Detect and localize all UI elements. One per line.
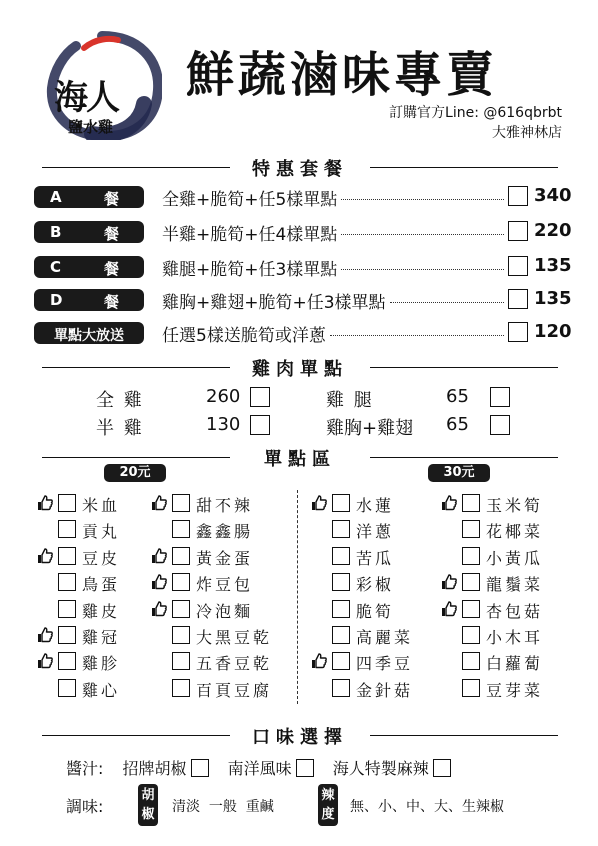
set-checkbox[interactable] xyxy=(508,289,528,309)
set-price: 340 xyxy=(534,185,572,206)
item-name: 苦瓜 xyxy=(356,548,395,568)
thumbs-up-icon xyxy=(440,494,458,512)
set-meal: 餐 xyxy=(104,293,120,311)
menu-item xyxy=(150,598,290,620)
set-checkbox[interactable] xyxy=(508,322,528,342)
item-checkbox[interactable] xyxy=(332,520,350,538)
set-checkbox[interactable] xyxy=(508,256,528,276)
item-checkbox[interactable] xyxy=(332,679,350,697)
meat-checkbox[interactable] xyxy=(250,387,270,407)
item-name: 雞心 xyxy=(82,680,121,700)
set-desc: 任選5樣送脆筍或洋蔥 xyxy=(162,326,326,346)
item-name: 杏包菇 xyxy=(486,601,544,621)
set-price: 220 xyxy=(534,220,572,241)
set-badge xyxy=(34,256,144,278)
menu-item xyxy=(150,492,290,514)
menu-item xyxy=(440,650,580,672)
item-checkbox[interactable] xyxy=(172,652,190,670)
item-checkbox[interactable] xyxy=(58,547,76,565)
page-title: 鮮蔬滷味專賣 xyxy=(186,47,499,103)
meat-price: 130 xyxy=(206,414,241,435)
set-row xyxy=(34,254,574,280)
order-line-id: 訂購官方Line: @616qbrbt xyxy=(389,105,562,121)
item-name: 雞胗 xyxy=(82,654,121,674)
set-row xyxy=(34,287,574,313)
set-desc: 半雞+脆筍+任4樣單點 xyxy=(162,225,338,245)
menu-item xyxy=(150,650,290,672)
item-checkbox[interactable] xyxy=(172,626,190,644)
item-checkbox[interactable] xyxy=(462,679,480,697)
item-checkbox[interactable] xyxy=(462,573,480,591)
menu-item xyxy=(440,598,580,620)
set-badge xyxy=(34,322,144,344)
set-desc: 雞胸+雞翅+脆筍+任3樣單點 xyxy=(162,293,386,313)
sauce-option-pepper: 招牌胡椒 xyxy=(122,759,187,778)
thumbs-up-icon xyxy=(310,494,328,512)
set-meal: 餐 xyxy=(104,260,120,278)
menu-item xyxy=(310,571,450,593)
thumbs-up-icon xyxy=(440,600,458,618)
set-key: A xyxy=(50,188,62,206)
menu-item xyxy=(310,598,450,620)
set-meal: 餐 xyxy=(104,225,120,243)
item-checkbox[interactable] xyxy=(332,494,350,512)
menu-item xyxy=(150,571,290,593)
thumbs-up-icon xyxy=(310,652,328,670)
item-checkbox[interactable] xyxy=(462,520,480,538)
item-checkbox[interactable] xyxy=(462,626,480,644)
item-name: 豆芽菜 xyxy=(486,680,544,700)
menu-item xyxy=(150,545,290,567)
set-price: 135 xyxy=(534,255,572,276)
leader-dots xyxy=(341,234,504,235)
sauce-row xyxy=(66,756,451,779)
item-name: 雞皮 xyxy=(82,601,121,621)
menu-item xyxy=(310,492,450,514)
set-price: 120 xyxy=(534,321,572,342)
set-key: B xyxy=(50,223,62,241)
menu-item xyxy=(310,624,450,646)
sauce-option-spicy: 海人特製麻辣 xyxy=(332,759,429,778)
set-key: C xyxy=(50,258,62,276)
sauce-label: 醬汁: xyxy=(66,759,104,778)
item-checkbox[interactable] xyxy=(462,547,480,565)
meat-checkbox[interactable] xyxy=(490,415,510,435)
item-name: 鳥蛋 xyxy=(82,575,121,595)
item-name: 玉米筍 xyxy=(486,496,544,515)
thumbs-up-icon xyxy=(36,494,54,512)
leader-dots xyxy=(341,199,504,200)
branch-name: 大雅神林店 xyxy=(492,125,562,141)
set-desc: 全雞+脆筍+任5樣單點 xyxy=(162,190,338,210)
logo-text: 海人 xyxy=(54,78,118,118)
item-name: 豆皮 xyxy=(82,548,121,568)
item-checkbox[interactable] xyxy=(58,573,76,591)
item-checkbox[interactable] xyxy=(172,600,190,618)
section-header-sets xyxy=(42,156,558,178)
item-checkbox[interactable] xyxy=(58,679,76,697)
leader-dots xyxy=(341,269,504,270)
item-name: 甜不辣 xyxy=(196,496,254,515)
menu-item xyxy=(440,518,580,540)
thumbs-up-icon xyxy=(150,547,168,565)
section-header-meat xyxy=(42,356,558,378)
menu-item xyxy=(150,518,290,540)
item-name: 鑫鑫腸 xyxy=(196,522,254,542)
set-row xyxy=(34,219,574,245)
section-title-sets: 特惠套餐 xyxy=(252,159,348,180)
item-name: 五香豆乾 xyxy=(196,654,273,674)
thumbs-up-icon xyxy=(36,652,54,670)
item-name: 白蘿蔔 xyxy=(486,654,544,674)
item-name: 大黑豆乾 xyxy=(196,628,273,647)
thumbs-up-icon xyxy=(150,600,168,618)
thumbs-up-icon xyxy=(36,547,54,565)
item-checkbox[interactable] xyxy=(58,652,76,670)
set-meal: 餐 xyxy=(104,190,120,208)
item-checkbox[interactable] xyxy=(462,494,480,512)
meat-checkbox[interactable] xyxy=(490,387,510,407)
set-desc: 雞腿+脆筍+任3樣單點 xyxy=(162,260,338,280)
spicy-levels: 無、小、中、大、生辣椒 xyxy=(350,799,504,815)
item-checkbox[interactable] xyxy=(462,600,480,618)
sauce-nanyang-checkbox[interactable] xyxy=(296,759,314,777)
pepper-tag: 胡 椒 xyxy=(138,784,158,826)
section-title-meat: 雞肉單點 xyxy=(252,359,348,380)
set-price: 135 xyxy=(534,288,572,309)
item-checkbox[interactable] xyxy=(332,547,350,565)
item-checkbox[interactable] xyxy=(462,652,480,670)
set-badge xyxy=(34,186,144,208)
section-header-flavor xyxy=(42,724,558,746)
menu-item xyxy=(440,677,580,699)
meat-checkbox[interactable] xyxy=(250,415,270,435)
brand-logo xyxy=(44,30,162,140)
price-tag-30: 30元 xyxy=(428,464,490,482)
set-row xyxy=(34,184,574,210)
item-checkbox[interactable] xyxy=(172,679,190,697)
item-name: 高麗菜 xyxy=(356,628,414,647)
sauce-pepper-checkbox[interactable] xyxy=(191,759,209,777)
menu-item xyxy=(310,650,450,672)
menu-item xyxy=(310,518,450,540)
thumbs-up-icon xyxy=(150,573,168,591)
set-key: D xyxy=(50,291,63,309)
item-name: 龍鬚菜 xyxy=(486,575,544,595)
thumbs-up-icon xyxy=(440,573,458,591)
item-name: 水蓮 xyxy=(356,496,395,515)
set-badge xyxy=(34,289,144,311)
menu-item xyxy=(150,677,290,699)
logo-subtext: 鹽水雞 xyxy=(68,118,114,136)
meat-name: 雞 腿 xyxy=(326,390,374,411)
meat-name: 雞胸+雞翅 xyxy=(326,418,414,439)
item-name: 冷泡麵 xyxy=(196,601,254,621)
item-name: 小木耳 xyxy=(486,628,544,647)
menu-item xyxy=(440,492,580,514)
item-name: 百頁豆腐 xyxy=(196,680,273,700)
item-checkbox[interactable] xyxy=(172,547,190,565)
item-name: 貢丸 xyxy=(82,522,121,542)
season-label: 調味: xyxy=(66,797,104,816)
item-name: 彩椒 xyxy=(356,575,395,595)
item-checkbox[interactable] xyxy=(58,600,76,618)
sauce-option-nanyang: 南洋風味 xyxy=(227,759,292,778)
item-checkbox[interactable] xyxy=(332,573,350,591)
item-checkbox[interactable] xyxy=(172,520,190,538)
leader-dots xyxy=(330,335,504,336)
item-name: 脆筍 xyxy=(356,601,395,621)
item-checkbox[interactable] xyxy=(58,520,76,538)
item-name: 炸豆包 xyxy=(196,575,254,595)
item-checkbox[interactable] xyxy=(172,494,190,512)
item-checkbox[interactable] xyxy=(332,600,350,618)
menu-item xyxy=(150,624,290,646)
item-checkbox[interactable] xyxy=(172,573,190,591)
item-name: 花椰菜 xyxy=(486,522,544,542)
menu-item xyxy=(310,545,450,567)
thumbs-up-icon xyxy=(36,626,54,644)
sauce-spicy-checkbox[interactable] xyxy=(433,759,451,777)
item-name: 四季豆 xyxy=(356,654,414,674)
set-key: 單點大放送 xyxy=(54,328,124,344)
set-badge xyxy=(34,221,144,243)
meat-price: 260 xyxy=(206,386,241,407)
section-title-flavor: 口味選擇 xyxy=(252,727,348,748)
set-checkbox[interactable] xyxy=(508,221,528,241)
menu-item xyxy=(440,545,580,567)
pepper-levels: 清淡 一般 重鹹 xyxy=(172,799,274,815)
item-name: 洋蔥 xyxy=(356,522,395,542)
item-checkbox[interactable] xyxy=(332,626,350,644)
meat-name: 全 雞 xyxy=(96,390,144,411)
item-name: 雞冠 xyxy=(82,628,121,647)
menu-item xyxy=(440,571,580,593)
meat-price: 65 xyxy=(446,414,469,435)
section-title-singles: 單點區 xyxy=(264,449,336,470)
item-name: 黃金蛋 xyxy=(196,548,254,568)
menu-item xyxy=(440,624,580,646)
item-checkbox[interactable] xyxy=(58,494,76,512)
meat-price: 65 xyxy=(446,386,469,407)
column-divider xyxy=(297,490,298,704)
item-checkbox[interactable] xyxy=(332,652,350,670)
item-name: 米血 xyxy=(82,496,121,515)
item-name: 小黃瓜 xyxy=(486,548,544,568)
leader-dots xyxy=(390,302,504,303)
item-checkbox[interactable] xyxy=(58,626,76,644)
meat-name: 半 雞 xyxy=(96,418,144,439)
price-tag-20: 20元 xyxy=(104,464,166,482)
set-checkbox[interactable] xyxy=(508,186,528,206)
thumbs-up-icon xyxy=(150,494,168,512)
spicy-tag: 辣 度 xyxy=(318,784,338,826)
item-name: 金針菇 xyxy=(356,680,414,700)
set-row xyxy=(34,320,574,346)
menu-item xyxy=(310,677,450,699)
